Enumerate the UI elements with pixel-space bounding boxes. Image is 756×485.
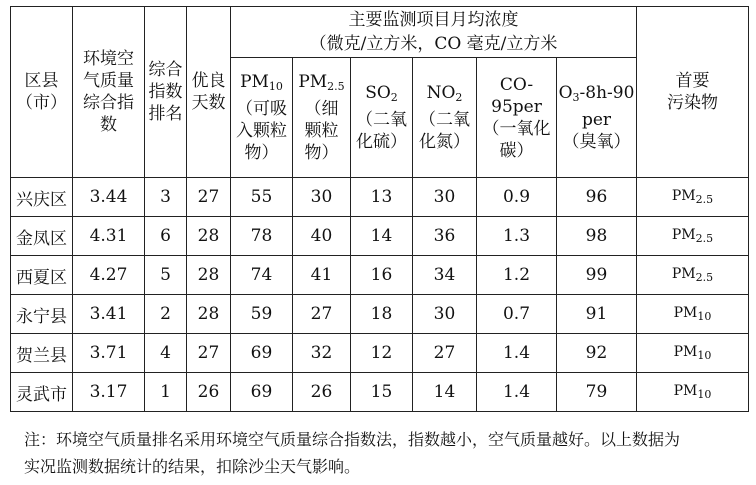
- header-so2: [351, 58, 413, 178]
- cell-primary-symbol: PM: [671, 188, 696, 204]
- cell-o3: 91: [557, 295, 637, 334]
- table-row: [11, 256, 749, 295]
- cell-district: 西夏区: [11, 256, 73, 295]
- header-primary-pollutant: 首要 污染物: [637, 7, 749, 178]
- cell-so2: 13: [351, 178, 413, 217]
- table-row: [11, 217, 749, 256]
- cell-pm25: 32: [293, 334, 351, 373]
- header-so2-sub: 2: [390, 91, 398, 104]
- cell-co: 1.4: [477, 334, 557, 373]
- cell-days: 26: [187, 373, 231, 412]
- cell-pm10: 74: [231, 256, 293, 295]
- cell-primary: [637, 295, 749, 334]
- cell-so2: 15: [351, 373, 413, 412]
- cell-pm10: 69: [231, 373, 293, 412]
- cell-district: 灵武市: [11, 373, 73, 412]
- cell-days: 28: [187, 295, 231, 334]
- cell-primary-sub: 2.5: [695, 193, 714, 206]
- cell-district: 金凤区: [11, 217, 73, 256]
- cell-rank: 4: [145, 334, 187, 373]
- cell-primary: [637, 256, 749, 295]
- cell-pm10: 69: [231, 334, 293, 373]
- cell-primary-sub: 10: [697, 388, 712, 401]
- cell-co: 1.2: [477, 256, 557, 295]
- cell-district: 贺兰县: [11, 334, 73, 373]
- header-co: CO-95per （一氧化 碳）: [477, 58, 557, 178]
- header-o3-sub: 3: [572, 91, 580, 104]
- cell-no2: 30: [413, 178, 477, 217]
- header-aqi: 环境空 气质量 综合指 数: [73, 7, 145, 178]
- cell-days: 28: [187, 217, 231, 256]
- cell-primary-sub: 2.5: [695, 232, 714, 245]
- header-o3-desc: -8h-90 per （臭氧）: [562, 83, 635, 152]
- header-pm25-sub: 2.5: [327, 80, 345, 93]
- cell-primary-symbol: PM: [671, 227, 696, 243]
- cell-co: 0.9: [477, 178, 557, 217]
- cell-co: 1.3: [477, 217, 557, 256]
- cell-district: 兴庆区: [11, 178, 73, 217]
- cell-so2: 12: [351, 334, 413, 373]
- header-pm25-symbol: PM: [298, 72, 328, 92]
- header-pm25: [293, 58, 351, 178]
- cell-no2: 27: [413, 334, 477, 373]
- cell-rank: 3: [145, 178, 187, 217]
- cell-co: 0.7: [477, 295, 557, 334]
- cell-pm25: 41: [293, 256, 351, 295]
- header-o3: [557, 58, 637, 178]
- header-pm10-symbol: PM: [240, 72, 269, 92]
- cell-primary-symbol: PM: [673, 305, 698, 321]
- cell-rank: 1: [145, 373, 187, 412]
- cell-primary-symbol: PM: [671, 266, 696, 282]
- footnote: [24, 426, 744, 480]
- cell-pm10: 55: [231, 178, 293, 217]
- cell-primary: [637, 178, 749, 217]
- cell-rank: 5: [145, 256, 187, 295]
- cell-primary: [637, 217, 749, 256]
- cell-aqi: 3.44: [73, 178, 145, 217]
- header-district: 区县 （市）: [11, 7, 73, 178]
- header-pm10-desc: （可吸 入颗粒 物）: [236, 99, 287, 163]
- header-no2-sub: 2: [455, 91, 463, 104]
- header-no2-symbol: NO: [426, 83, 456, 103]
- header-no2: [413, 58, 477, 178]
- footnote-line-1: 注：环境空气质量排名采用环境空气质量综合指数法，指数越小，空气质量越好。以上数据为: [24, 430, 681, 449]
- cell-no2: 30: [413, 295, 477, 334]
- cell-days: 27: [187, 334, 231, 373]
- header-so2-symbol: SO: [365, 83, 391, 103]
- cell-district: 永宁县: [11, 295, 73, 334]
- cell-o3: 92: [557, 334, 637, 373]
- cell-primary: [637, 373, 749, 412]
- table-row: [11, 334, 749, 373]
- cell-o3: 79: [557, 373, 637, 412]
- cell-rank: 2: [145, 295, 187, 334]
- cell-no2: 36: [413, 217, 477, 256]
- table-row: [11, 295, 749, 334]
- cell-pm10: 59: [231, 295, 293, 334]
- header-group-title: 主要监测项目月均浓度: [348, 10, 519, 30]
- cell-days: 27: [187, 178, 231, 217]
- cell-rank: 6: [145, 217, 187, 256]
- cell-o3: 99: [557, 256, 637, 295]
- table-row: [11, 373, 749, 412]
- cell-pm25: 27: [293, 295, 351, 334]
- cell-o3: 96: [557, 178, 637, 217]
- header-pm10-sub: 10: [268, 80, 283, 93]
- air-quality-table: [10, 6, 749, 412]
- table-row: [11, 178, 749, 217]
- header-pm10: [231, 58, 293, 178]
- cell-primary-symbol: PM: [673, 344, 698, 360]
- header-so2-desc: （二氧 化硫）: [356, 110, 407, 152]
- cell-co: 1.4: [477, 373, 557, 412]
- header-rank: 综合 指数 排名: [145, 7, 187, 178]
- header-o3-symbol: O: [558, 83, 573, 103]
- cell-primary-symbol: PM: [673, 383, 698, 399]
- cell-days: 28: [187, 256, 231, 295]
- cell-primary-sub: 10: [697, 349, 712, 362]
- cell-primary-sub: 10: [697, 310, 712, 323]
- cell-pm25: 26: [293, 373, 351, 412]
- cell-pm25: 40: [293, 217, 351, 256]
- cell-aqi: 3.71: [73, 334, 145, 373]
- header-group-unit: （微克/立方米，CO 毫克/立方米: [309, 34, 558, 54]
- header-group: [231, 7, 637, 58]
- cell-aqi: 4.27: [73, 256, 145, 295]
- cell-no2: 14: [413, 373, 477, 412]
- cell-o3: 98: [557, 217, 637, 256]
- footnote-line-2: 实况监测数据统计的结果，扣除沙尘天气影响。: [24, 457, 361, 476]
- cell-aqi: 3.41: [73, 295, 145, 334]
- cell-no2: 34: [413, 256, 477, 295]
- cell-primary-sub: 2.5: [695, 271, 714, 284]
- header-good-days: 优良 天数: [187, 7, 231, 178]
- cell-aqi: 3.17: [73, 373, 145, 412]
- cell-pm10: 78: [231, 217, 293, 256]
- cell-aqi: 4.31: [73, 217, 145, 256]
- cell-so2: 14: [351, 217, 413, 256]
- cell-pm25: 30: [293, 178, 351, 217]
- header-pm25-desc: （细 颗粒 物）: [304, 99, 339, 163]
- cell-so2: 16: [351, 256, 413, 295]
- cell-so2: 18: [351, 295, 413, 334]
- header-no2-desc: （二氧 化氮）: [419, 110, 470, 152]
- cell-primary: [637, 334, 749, 373]
